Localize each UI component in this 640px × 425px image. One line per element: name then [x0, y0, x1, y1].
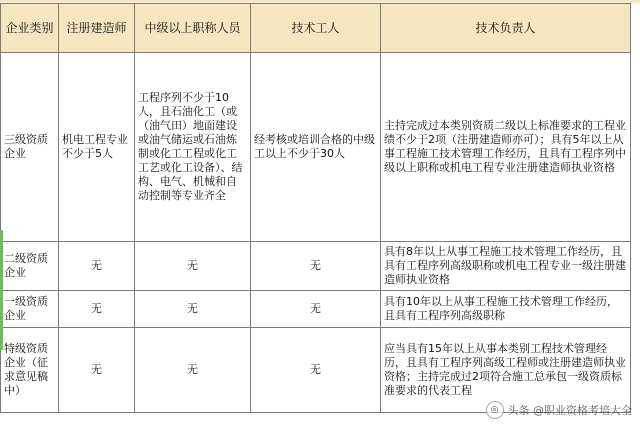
- header-technical-lead: 技术负责人: [381, 4, 631, 53]
- table-row: [1, 53, 631, 242]
- table-row: [1, 291, 631, 328]
- cell-technical-workers: 无: [251, 328, 381, 413]
- cell-mid-title-staff: 无: [135, 242, 251, 291]
- cell-registered-builder: 无: [59, 328, 135, 413]
- header-technical-workers: 技术工人: [251, 4, 381, 53]
- row-category: 三级资质企业: [1, 53, 59, 242]
- toutiao-logo-icon: ◎: [486, 401, 504, 419]
- qualification-table: [0, 3, 631, 413]
- cell-mid-title-staff: 无: [135, 291, 251, 328]
- watermark: [486, 401, 633, 419]
- table-row: [1, 242, 631, 291]
- watermark-text: 头条 @职业资格考培大全: [507, 404, 632, 417]
- cell-technical-workers: 无: [251, 242, 381, 291]
- cell-technical-lead: 主持完成过本类别资质二级以上标准要求的工程业绩不少于2项（注册建造师亦可）；具有5年以上从事工程施工技术管理工作经历，且具有工程序列中级以上职称或机电工程专业注册建造师执业资格: [381, 53, 631, 242]
- cell-technical-lead: 具有8年以上从事工程施工技术管理工作经历，且具有工程序列高级职称或机电工程专业一级注册建造师执业资格: [381, 242, 631, 291]
- header-mid-title-staff: 中级以上职称人员: [135, 4, 251, 53]
- header-category: 企业类别: [1, 4, 59, 53]
- cell-technical-workers: 经考核或培训合格的中级工以上不少于30人: [251, 53, 381, 242]
- table-row: [1, 328, 631, 413]
- cell-technical-lead: 具有10年以上从事工程施工技术管理工作经历，且具有工程序列高级职称: [381, 291, 631, 328]
- header-registered-builder: 注册建造师: [59, 4, 135, 53]
- cell-registered-builder: 无: [59, 291, 135, 328]
- cell-mid-title-staff: 工程序列不少于10人，且石油化工（或（油气田）地面建设或油气储运或石油炼制或化工工程或化工工艺或化工设备）、结构、电气、机械和自动控制等专业齐全: [135, 53, 251, 242]
- cell-mid-title-staff: 无: [135, 328, 251, 413]
- cell-registered-builder: 机电工程专业不少于5人: [59, 53, 135, 242]
- cell-registered-builder: 无: [59, 242, 135, 291]
- cell-technical-lead: 应当具有15年以上从事本类别工程技术管理经历，且具有工程序列高级工程师或注册建造师执业资格；主持完成过2项符合施工总承包一级资质标准要求的代表工程: [381, 328, 631, 413]
- row-category: 二级资质企业: [1, 242, 59, 291]
- left-accent-bar: [0, 230, 3, 350]
- header-row: [1, 4, 631, 53]
- cell-technical-workers: 无: [251, 291, 381, 328]
- row-category: 一级资质企业: [1, 291, 59, 328]
- row-category: 特级资质企业（征求意见稿中）: [1, 328, 59, 413]
